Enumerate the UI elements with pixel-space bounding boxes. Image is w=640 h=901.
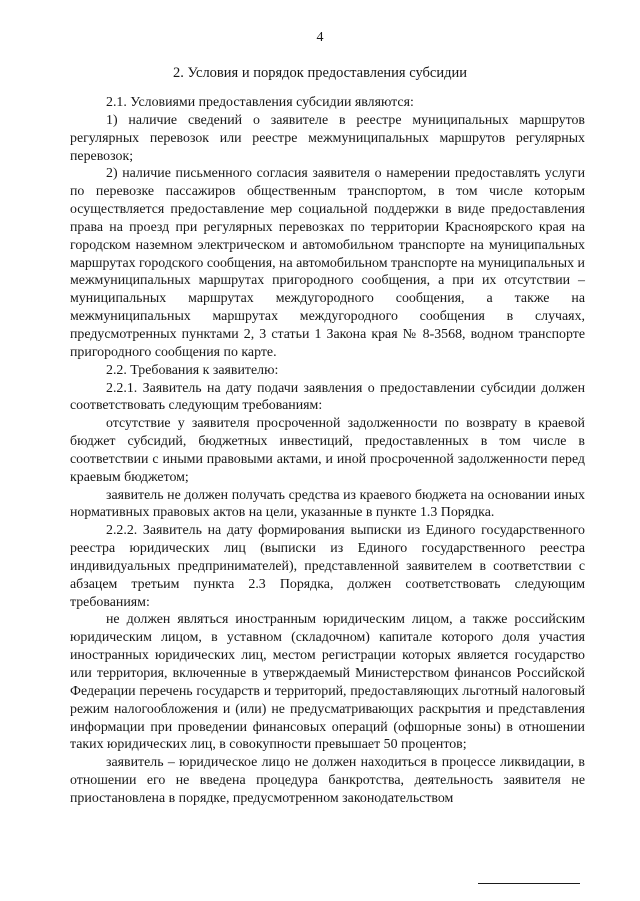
document-body (70, 94, 585, 808)
paragraph-2-2: 2.2. Требования к заявителю: (106, 362, 279, 378)
page-number: 4 (316, 30, 324, 45)
paragraph-not-in-liquidation: заявитель – юридическое лицо не должен находиться в процессе ликвидации, в отношении его не введена процедура банкротства, деятельность заявителя не приостановлена в порядке, предусмотренном законодательством (70, 755, 585, 806)
paragraph-condition-1: 1) наличие сведений о заявителе в реестре муниципальных маршрутов регулярных перевозок или реестре межмуниципальных маршрутов регулярных перевозок; (70, 112, 585, 164)
paragraph-no-debt: отсутствие у заявителя просроченной задолженности по возврату в краевой бюджет субсидий, бюджетных инвестиций, предоставленных в том числе в соответствии с иными правовыми актами, и иной просроченной задолженности перед краевым бюджетом; (70, 416, 585, 485)
paragraph-2-2-1: 2.2.1. Заявитель на дату подачи заявления о предоставлении субсидии должен соответствовать следующим требованиям: (70, 380, 585, 414)
paragraph-2-1: 2.1. Условиями предоставления субсидии являются: (106, 95, 414, 110)
paragraph-condition-2: 2) наличие письменного согласия заявителя о намерении предоставлять услуги по перевозке пассажиров общественным транспортом, в том числе которым осуществляется предоставление мер социальной поддержки в виде предоставления права на проезд при регулярных перевозках по территории Красноярского края на городском наземном электрическом и автомобильном транспорте на муниципальных маршрутах городского сообщения, на автомобильном транспорте на муниципальных и межмуниципальных маршрутах пригородного сообщения, а при их отсутствии – муниципальных маршрутах междугородного сообщения, а также на межмуниципальных маршрутах междугородного сообщения в случаях, предусмотренных пунктами 2, 3 статьи 1 Закона края № 8-3568, водном транспорте пригородного сообщения по карте. (70, 166, 585, 360)
section-title: 2. Условия и порядок предоставления субсидии (172, 65, 467, 81)
paragraph-no-other-funds: заявитель не должен получать средства из краевого бюджета на основании иных нормативных правовых актов на цели, указанные в пункте 1.3 Порядка. (70, 487, 585, 521)
paragraph-not-foreign-entity: не должен являться иностранным юридическим лицом, а также российским юридическим лицом, в уставном (складочном) капитале которого доля участия иностранных юридических лиц, местом регистрации которых является государство или территория, включенные в утверждаемый Министерством финансов Российской Федерации перечень государств и территорий, предоставляющих льготный налоговый режим налогообложения и (или) не предусматривающих раскрытия и представления информации при проведении финансовых операций (офшорные зоны) в отношении таких юридических лиц, в совокупности превышает 50 процентов; (70, 612, 585, 753)
footer-divider (478, 883, 580, 884)
paragraph-2-2-2: 2.2.2. Заявитель на дату формирования выписки из Единого государственного реестра юридических лиц (выписки из Единого государственного реестра индивидуальных предпринимателей), представленной заявителем в соответствии с абзацем третьим пункта 2.3 Порядка, должен соответствовать следующим требованиям: (70, 523, 585, 610)
